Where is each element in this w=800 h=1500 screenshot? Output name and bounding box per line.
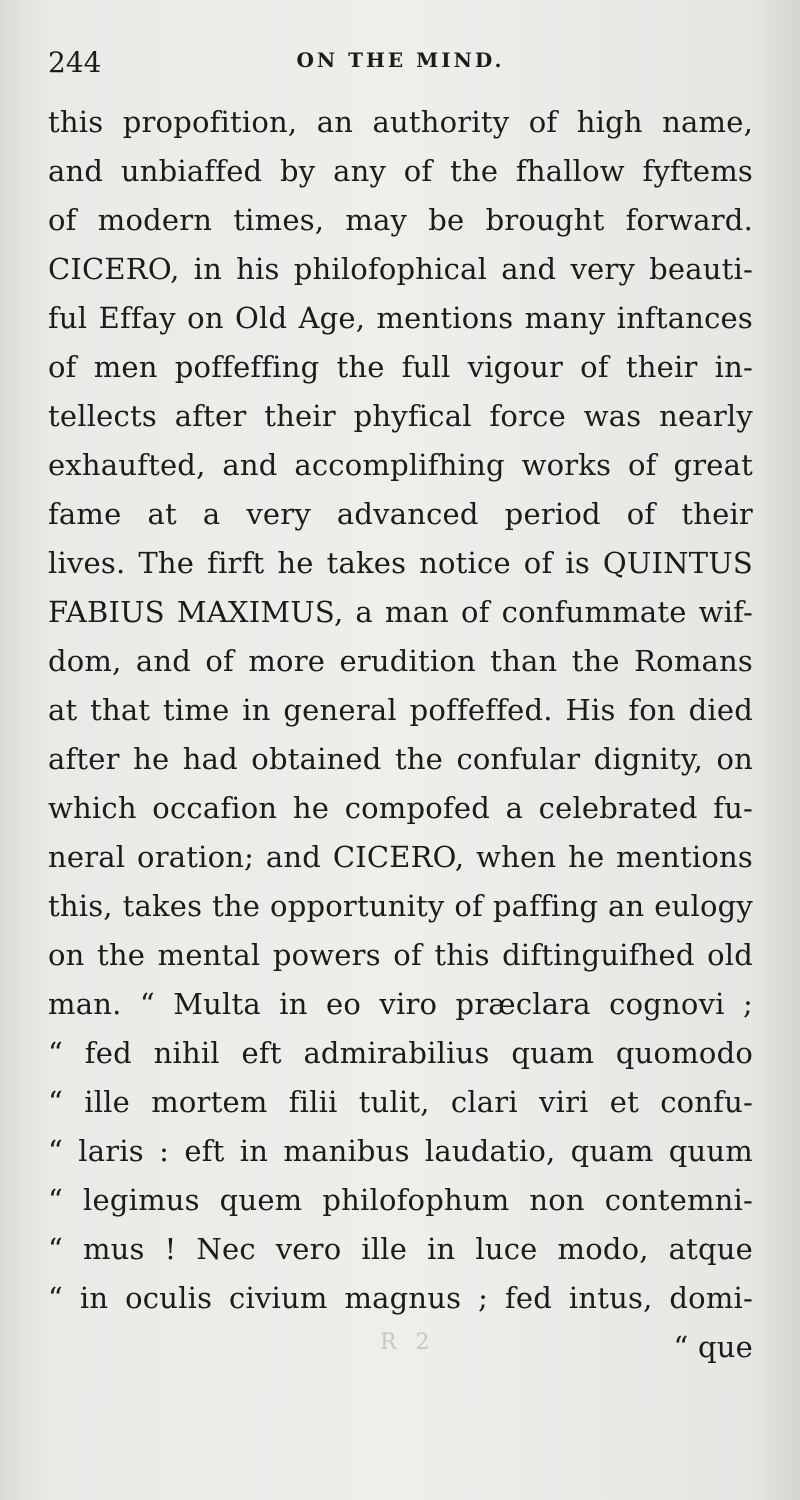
text-line: “ fed nihil eft admirabilius quam quomodo	[48, 1036, 753, 1070]
text-line: and unbiaffed by any of the fhallow fyftems	[48, 154, 753, 188]
text-line: which occafion he compofed a celebrated fu-	[48, 791, 753, 825]
text-line: “ legimus quem philofophum non contemni-	[48, 1183, 753, 1217]
text-line: dom, and of more erudition than the Romans	[48, 644, 753, 678]
text-line: fame at a very advanced period of their	[48, 497, 753, 531]
page-number: 244	[48, 46, 102, 79]
text-line: CICERO, in his philofophical and very beauti-	[48, 252, 753, 286]
catchword: “ que	[673, 1330, 753, 1364]
text-line: of men poffeffing the full vigour of their in-	[48, 350, 753, 384]
text-line: “ mus ! Nec vero ille in luce modo, atque	[48, 1232, 753, 1266]
text-line: this, takes the opportunity of paffing an eulogy	[48, 889, 753, 923]
text-line: tellects after their phyfical force was nearly	[48, 399, 753, 433]
text-line: “ laris : eft in manibus laudatio, quam quum	[48, 1134, 753, 1168]
text-line: neral oration; and CICERO, when he mentions	[48, 840, 753, 874]
text-line: exhaufted, and accomplifhing works of great	[48, 448, 753, 482]
running-head	[48, 44, 753, 84]
text-line: ful Effay on Old Age, mentions many inftances	[48, 301, 753, 335]
body-text	[48, 98, 753, 1372]
text-line: after he had obtained the confular dignity, on	[48, 742, 753, 776]
text-line: man. “ Multa in eo viro præclara cognovi ;	[48, 987, 753, 1021]
text-line: “ ille mortem filii tulit, clari viri et confu-	[48, 1085, 753, 1119]
text-line: FABIUS MAXIMUS, a man of confummate wif-	[48, 595, 753, 629]
text-line: this propofition, an authority of high name,	[48, 105, 753, 139]
text-line: of modern times, may be brought forward.	[48, 203, 753, 237]
text-line: on the mental powers of this diftinguifhed old	[48, 938, 753, 972]
running-title: ON THE MIND.	[296, 48, 505, 72]
signature-mark: R 2	[380, 1330, 436, 1355]
text-line: lives. The firft he takes notice of is QUINTUS	[48, 546, 753, 580]
text-line: at that time in general poffeffed. His fon died	[48, 693, 753, 727]
text-line: “ in oculis civium magnus ; fed intus, domi-	[48, 1281, 753, 1315]
